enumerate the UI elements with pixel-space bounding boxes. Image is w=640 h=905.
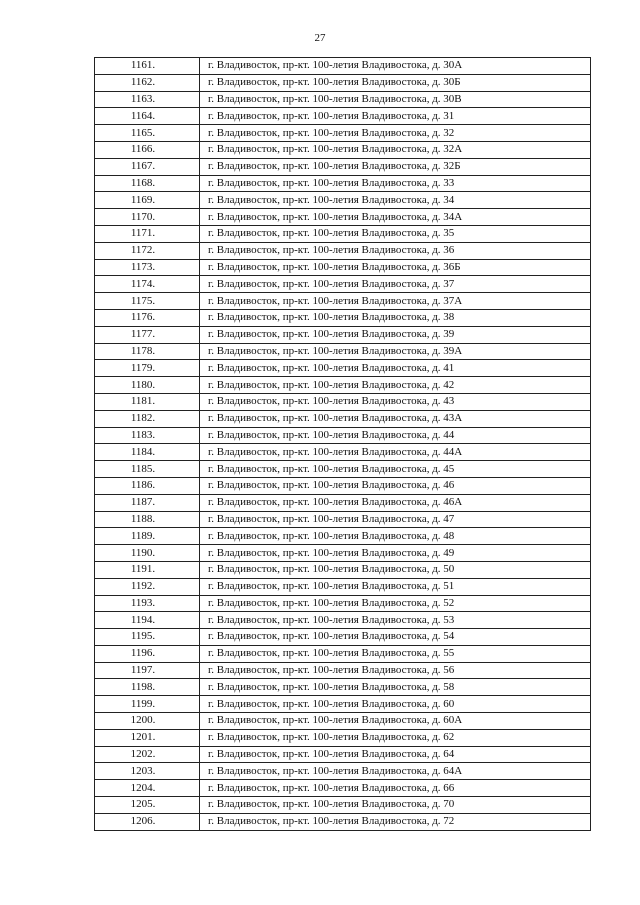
table-row — [95, 209, 591, 226]
table-row — [95, 645, 591, 662]
address-cell: г. Владивосток, пр-кт. 100-летия Владивостока, д. 47 — [200, 511, 591, 528]
table-row — [95, 763, 591, 780]
address-cell: г. Владивосток, пр-кт. 100-летия Владивостока, д. 64А — [200, 763, 591, 780]
row-number-cell: 1166. — [95, 141, 200, 158]
address-table-body — [95, 58, 591, 831]
address-cell: г. Владивосток, пр-кт. 100-летия Владивостока, д. 60 — [200, 696, 591, 713]
row-number-cell: 1170. — [95, 209, 200, 226]
address-cell: г. Владивосток, пр-кт. 100-летия Владивостока, д. 45 — [200, 461, 591, 478]
address-cell: г. Владивосток, пр-кт. 100-летия Владивостока, д. 66 — [200, 780, 591, 797]
table-row — [95, 125, 591, 142]
row-number-cell: 1172. — [95, 242, 200, 259]
address-cell: г. Владивосток, пр-кт. 100-летия Владивостока, д. 38 — [200, 309, 591, 326]
row-number-cell: 1179. — [95, 360, 200, 377]
row-number-cell: 1197. — [95, 662, 200, 679]
table-row — [95, 259, 591, 276]
row-number-cell: 1174. — [95, 276, 200, 293]
row-number-cell: 1178. — [95, 343, 200, 360]
table-row — [95, 192, 591, 209]
row-number-cell: 1182. — [95, 410, 200, 427]
address-cell: г. Владивосток, пр-кт. 100-летия Владивостока, д. 30А — [200, 58, 591, 75]
address-cell: г. Владивосток, пр-кт. 100-летия Владивостока, д. 50 — [200, 561, 591, 578]
row-number-cell: 1196. — [95, 645, 200, 662]
row-number-cell: 1186. — [95, 477, 200, 494]
row-number-cell: 1171. — [95, 225, 200, 242]
address-table — [94, 57, 591, 831]
address-cell: г. Владивосток, пр-кт. 100-летия Владивостока, д. 62 — [200, 729, 591, 746]
address-cell: г. Владивосток, пр-кт. 100-летия Владивостока, д. 32 — [200, 125, 591, 142]
table-row — [95, 545, 591, 562]
row-number-cell: 1163. — [95, 91, 200, 108]
table-row — [95, 461, 591, 478]
address-cell: г. Владивосток, пр-кт. 100-летия Владивостока, д. 55 — [200, 645, 591, 662]
table-row — [95, 108, 591, 125]
table-row — [95, 813, 591, 830]
row-number-cell: 1188. — [95, 511, 200, 528]
row-number-cell: 1175. — [95, 293, 200, 310]
table-row — [95, 410, 591, 427]
table-row — [95, 713, 591, 730]
table-row — [95, 293, 591, 310]
table-row — [95, 528, 591, 545]
row-number-cell: 1176. — [95, 309, 200, 326]
row-number-cell: 1168. — [95, 175, 200, 192]
table-row — [95, 578, 591, 595]
table-row — [95, 612, 591, 629]
row-number-cell: 1183. — [95, 427, 200, 444]
table-row — [95, 595, 591, 612]
table-row — [95, 309, 591, 326]
table-row — [95, 444, 591, 461]
table-row — [95, 477, 591, 494]
table-row — [95, 393, 591, 410]
address-cell: г. Владивосток, пр-кт. 100-летия Владивостока, д. 43 — [200, 393, 591, 410]
address-cell: г. Владивосток, пр-кт. 100-летия Владивостока, д. 64 — [200, 746, 591, 763]
row-number-cell: 1205. — [95, 797, 200, 814]
row-number-cell: 1192. — [95, 578, 200, 595]
row-number-cell: 1173. — [95, 259, 200, 276]
row-number-cell: 1165. — [95, 125, 200, 142]
table-row — [95, 58, 591, 75]
table-row — [95, 242, 591, 259]
address-cell: г. Владивосток, пр-кт. 100-летия Владивостока, д. 36Б — [200, 259, 591, 276]
table-row — [95, 427, 591, 444]
address-cell: г. Владивосток, пр-кт. 100-летия Владивостока, д. 56 — [200, 662, 591, 679]
row-number-cell: 1177. — [95, 326, 200, 343]
address-cell: г. Владивосток, пр-кт. 100-летия Владивостока, д. 37 — [200, 276, 591, 293]
table-row — [95, 629, 591, 646]
row-number-cell: 1194. — [95, 612, 200, 629]
address-cell: г. Владивосток, пр-кт. 100-летия Владивостока, д. 51 — [200, 578, 591, 595]
table-row — [95, 91, 591, 108]
table-row — [95, 360, 591, 377]
row-number-cell: 1164. — [95, 108, 200, 125]
table-row — [95, 141, 591, 158]
row-number-cell: 1191. — [95, 561, 200, 578]
address-cell: г. Владивосток, пр-кт. 100-летия Владивостока, д. 30В — [200, 91, 591, 108]
row-number-cell: 1199. — [95, 696, 200, 713]
address-cell: г. Владивосток, пр-кт. 100-летия Владивостока, д. 70 — [200, 797, 591, 814]
table-row — [95, 662, 591, 679]
address-cell: г. Владивосток, пр-кт. 100-летия Владивостока, д. 43А — [200, 410, 591, 427]
table-row — [95, 511, 591, 528]
address-cell: г. Владивосток, пр-кт. 100-летия Владивостока, д. 37А — [200, 293, 591, 310]
row-number-cell: 1167. — [95, 158, 200, 175]
table-row — [95, 729, 591, 746]
row-number-cell: 1193. — [95, 595, 200, 612]
row-number-cell: 1206. — [95, 813, 200, 830]
address-cell: г. Владивосток, пр-кт. 100-летия Владивостока, д. 39А — [200, 343, 591, 360]
row-number-cell: 1169. — [95, 192, 200, 209]
row-number-cell: 1201. — [95, 729, 200, 746]
table-row — [95, 343, 591, 360]
row-number-cell: 1200. — [95, 713, 200, 730]
row-number-cell: 1204. — [95, 780, 200, 797]
row-number-cell: 1162. — [95, 74, 200, 91]
address-cell: г. Владивосток, пр-кт. 100-летия Владивостока, д. 41 — [200, 360, 591, 377]
address-cell: г. Владивосток, пр-кт. 100-летия Владивостока, д. 31 — [200, 108, 591, 125]
table-row — [95, 326, 591, 343]
table-row — [95, 746, 591, 763]
page-number: 27 — [314, 32, 326, 44]
address-cell: г. Владивосток, пр-кт. 100-летия Владивостока, д. 34А — [200, 209, 591, 226]
table-row — [95, 225, 591, 242]
address-cell: г. Владивосток, пр-кт. 100-летия Владивостока, д. 32Б — [200, 158, 591, 175]
table-row — [95, 797, 591, 814]
address-cell: г. Владивосток, пр-кт. 100-летия Владивостока, д. 48 — [200, 528, 591, 545]
table-row — [95, 377, 591, 394]
table-row — [95, 74, 591, 91]
row-number-cell: 1190. — [95, 545, 200, 562]
address-cell: г. Владивосток, пр-кт. 100-летия Владивостока, д. 34 — [200, 192, 591, 209]
table-row — [95, 780, 591, 797]
address-cell: г. Владивосток, пр-кт. 100-летия Владивостока, д. 44 — [200, 427, 591, 444]
table-row — [95, 276, 591, 293]
address-cell: г. Владивосток, пр-кт. 100-летия Владивостока, д. 36 — [200, 242, 591, 259]
table-row — [95, 679, 591, 696]
row-number-cell: 1203. — [95, 763, 200, 780]
address-cell: г. Владивосток, пр-кт. 100-летия Владивостока, д. 35 — [200, 225, 591, 242]
address-cell: г. Владивосток, пр-кт. 100-летия Владивостока, д. 46 — [200, 477, 591, 494]
row-number-cell: 1184. — [95, 444, 200, 461]
row-number-cell: 1187. — [95, 494, 200, 511]
address-cell: г. Владивосток, пр-кт. 100-летия Владивостока, д. 60А — [200, 713, 591, 730]
table-row — [95, 158, 591, 175]
row-number-cell: 1189. — [95, 528, 200, 545]
address-cell: г. Владивосток, пр-кт. 100-летия Владивостока, д. 54 — [200, 629, 591, 646]
row-number-cell: 1202. — [95, 746, 200, 763]
row-number-cell: 1195. — [95, 629, 200, 646]
address-cell: г. Владивосток, пр-кт. 100-летия Владивостока, д. 32А — [200, 141, 591, 158]
table-row — [95, 696, 591, 713]
address-cell: г. Владивосток, пр-кт. 100-летия Владивостока, д. 58 — [200, 679, 591, 696]
address-cell: г. Владивосток, пр-кт. 100-летия Владивостока, д. 72 — [200, 813, 591, 830]
table-row — [95, 561, 591, 578]
address-cell: г. Владивосток, пр-кт. 100-летия Владивостока, д. 44А — [200, 444, 591, 461]
row-number-cell: 1180. — [95, 377, 200, 394]
address-cell: г. Владивосток, пр-кт. 100-летия Владивостока, д. 39 — [200, 326, 591, 343]
address-cell: г. Владивосток, пр-кт. 100-летия Владивостока, д. 33 — [200, 175, 591, 192]
address-cell: г. Владивосток, пр-кт. 100-летия Владивостока, д. 42 — [200, 377, 591, 394]
table-row — [95, 175, 591, 192]
address-cell: г. Владивосток, пр-кт. 100-летия Владивостока, д. 52 — [200, 595, 591, 612]
row-number-cell: 1161. — [95, 58, 200, 75]
address-cell: г. Владивосток, пр-кт. 100-летия Владивостока, д. 30Б — [200, 74, 591, 91]
address-cell: г. Владивосток, пр-кт. 100-летия Владивостока, д. 53 — [200, 612, 591, 629]
table-row — [95, 494, 591, 511]
address-cell: г. Владивосток, пр-кт. 100-летия Владивостока, д. 46А — [200, 494, 591, 511]
row-number-cell: 1185. — [95, 461, 200, 478]
row-number-cell: 1198. — [95, 679, 200, 696]
row-number-cell: 1181. — [95, 393, 200, 410]
address-cell: г. Владивосток, пр-кт. 100-летия Владивостока, д. 49 — [200, 545, 591, 562]
